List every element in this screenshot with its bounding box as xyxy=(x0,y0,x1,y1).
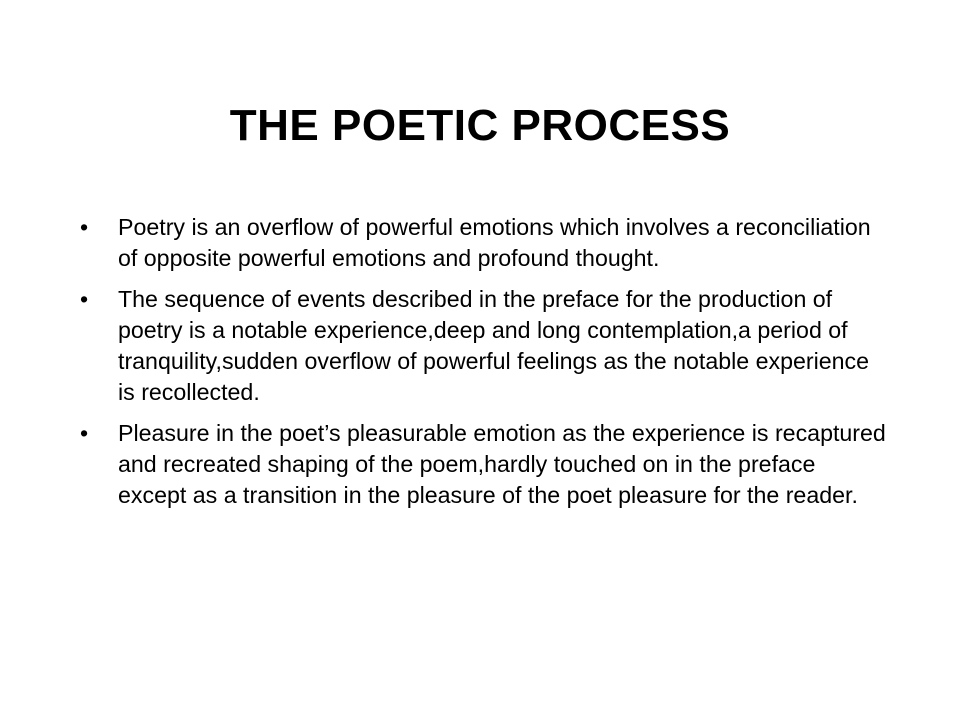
bullet-list xyxy=(80,212,890,521)
bullet-dot-icon: • xyxy=(80,286,89,312)
bullet-text: Pleasure in the poet’s pleasurable emotion as the experience is recaptured and recreated shaping of the poem,hardly touched on in the preface except as a transition in the pleasure of the poet pleasure for the reader. xyxy=(118,420,886,508)
bullet-item xyxy=(80,418,890,511)
bullet-dot-icon: • xyxy=(80,214,89,240)
bullet-dot-icon: • xyxy=(80,420,89,446)
slide-title: THE POETIC PROCESS xyxy=(229,101,731,150)
bullet-text: Poetry is an overflow of powerful emotions which involves a reconciliation of opposite powerful emotions and profound thought. xyxy=(118,214,871,271)
bullet-item xyxy=(80,284,890,408)
bullet-text: The sequence of events described in the preface for the production of poetry is a notable experience,deep and long contemplation,a period of tranquility,sudden overflow of powerful feelings as the notable experience is recollected. xyxy=(118,286,870,405)
bullet-item xyxy=(80,212,890,274)
